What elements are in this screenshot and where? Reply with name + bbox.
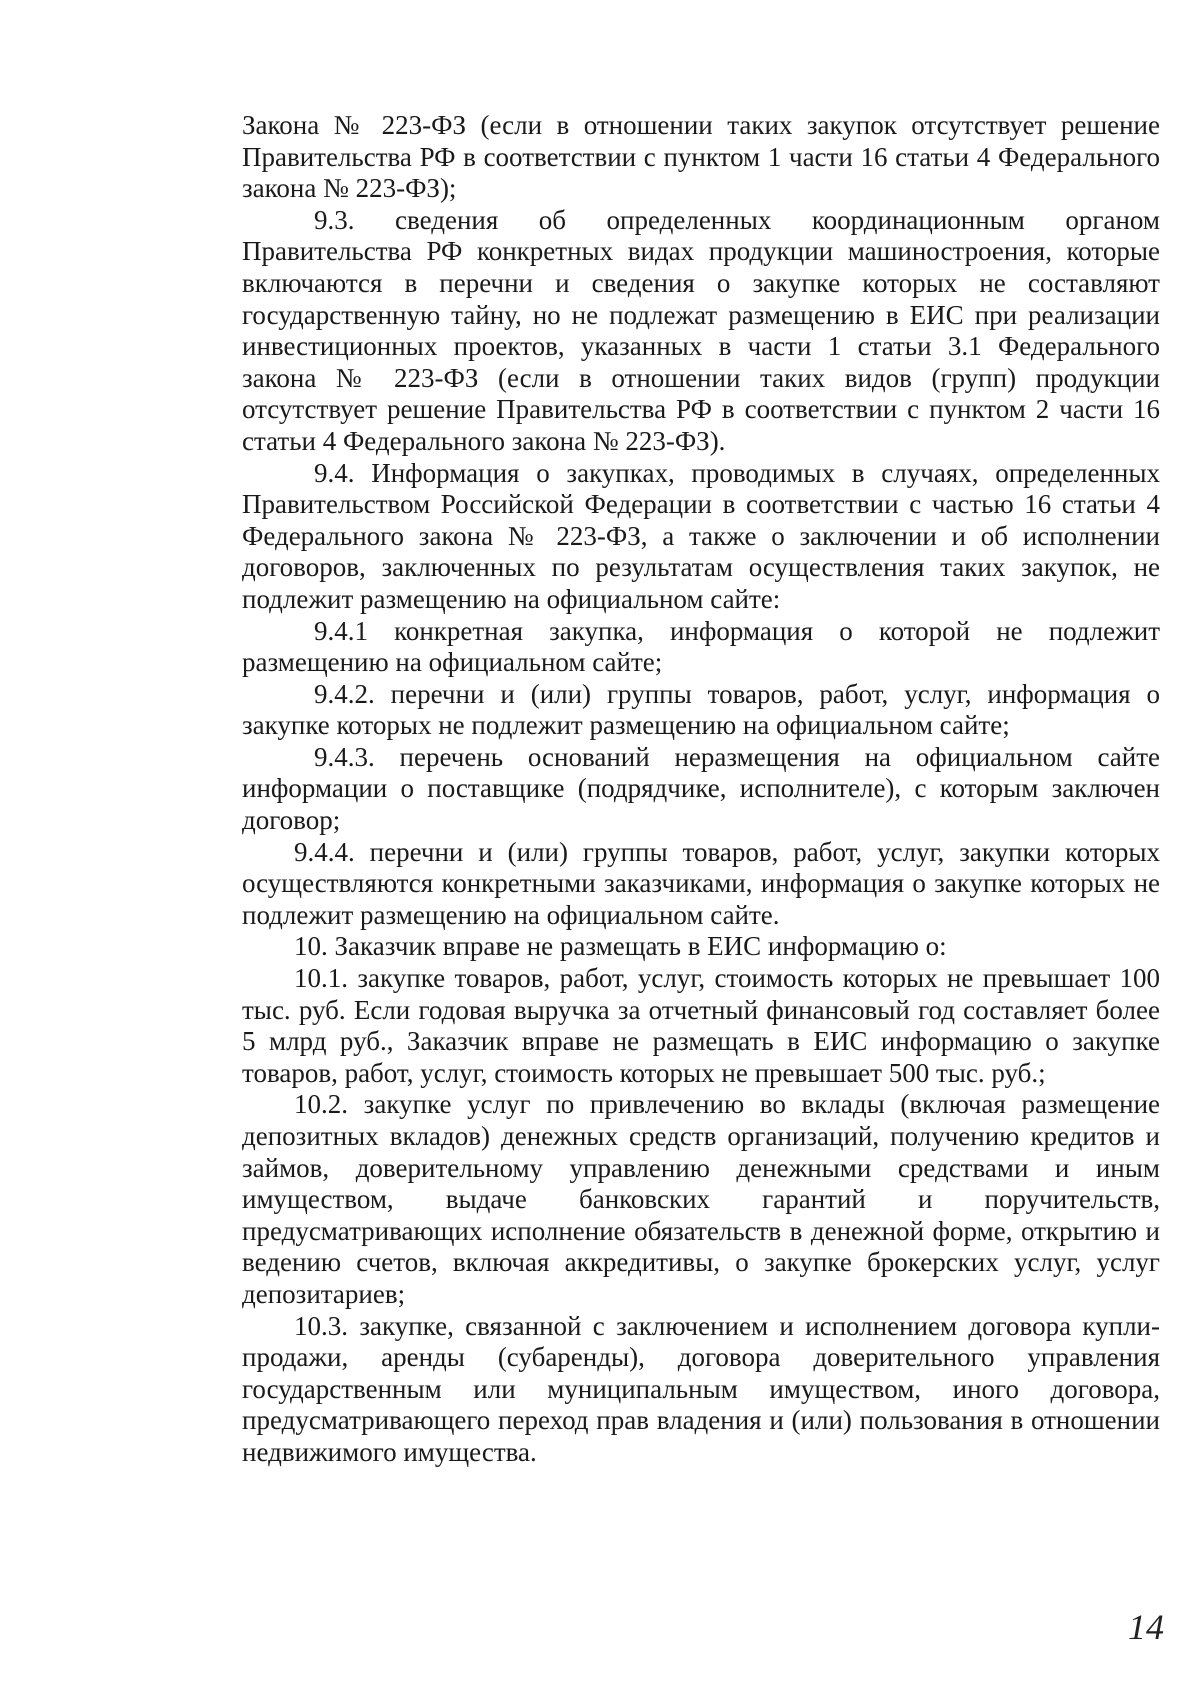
paragraph-9-4-1: 9.4.1 конкретная закупка, информация о которой не подлежит размещению на официальном сайте; (242, 615, 1160, 678)
paragraph-9-4-3: 9.4.3. перечень оснований неразмещения на официальном сайте информации о поставщике (подрядчике, исполнителе), с которым заключен договор; (242, 741, 1160, 836)
paragraph-10: 10. Заказчик вправе не размещать в ЕИС информацию о: (294, 931, 947, 962)
paragraph-10-1: 10.1. закупке товаров, работ, услуг, стоимость которых не превышает 100 тыс. руб. Если годовая выручка за отчетный финансовый год составляет более 5 млрд руб., Заказчик вправе не размещать в ЕИС информацию о закупке товаров, работ, услуг, стоимость которых не превышает 500 тыс. руб.; (242, 963, 1160, 1088)
page-number: 14 (1128, 1607, 1164, 1647)
paragraph-9-4-2: 9.4.2. перечни и (или) группы товаров, работ, услуг, информация о закупке которых не подлежит размещению на официальном сайте; (242, 678, 1160, 741)
paragraph-10-2: 10.2. закупке услуг по привлечению во вклады (включая размещение депозитных вкладов) денежных средств организаций, получению кредитов и займов, доверительному управлению денежными средствами и иным имуществом, выдаче банковских гарантий и поручительств, предусматривающих исполнение обязательств в денежной форме, открытию и ведению счетов, включая аккредитивы, о закупке брокерских услуг, услуг депозитариев; (242, 1089, 1160, 1309)
document-body (242, 110, 1160, 1469)
paragraph-10-3: 10.3. закупке, связанной с заключением и исполнением договора купли-продажи, аренды (субаренды), договора доверительного управления государственным или муниципальным имуществом, иного договора, предусматривающего переход прав владения и (или) пользования в отношении недвижимого имущества. (242, 1310, 1160, 1467)
paragraph-continuation: Закона № 223-ФЗ (если в отношении таких закупок отсутствует решение Правительства РФ в соответствии с пунктом 1 части 16 статьи 4 Федерального закона № 223-ФЗ); (242, 110, 1160, 204)
paragraph-9-3: 9.3. сведения об определенных координационным органом Правительства РФ конкретных видах продукции машиностроения, которые включаются в перечни и сведения о закупке которых не составляют государственную тайну, но не подлежат размещению в ЕИС при реализации инвестиционных проектов, указанных в части 1 статьи 3.1 Федерального закона № 223-ФЗ (если в отношении таких видов (групп) продукции отсутствует решение Правительства РФ в соответствии с пунктом 2 части 16 статьи 4 Федерального закона № 223-ФЗ). (242, 204, 1160, 456)
paragraph-9-4: 9.4. Информация о закупках, проводимых в случаях, определенных Правительством Российской Федерации в соответствии с частью 16 статьи 4 Федерального закона № 223-ФЗ, а также о заключении и об исполнении договоров, заключенных по результатам осуществления таких закупок, не подлежит размещению на официальном сайте: (242, 457, 1160, 614)
paragraph-9-4-4: 9.4.4. перечни и (или) группы товаров, работ, услуг, закупки которых осуществляются конкретными заказчиками, информация о закупке которых не подлежит размещению на официальном сайте. (242, 836, 1160, 930)
